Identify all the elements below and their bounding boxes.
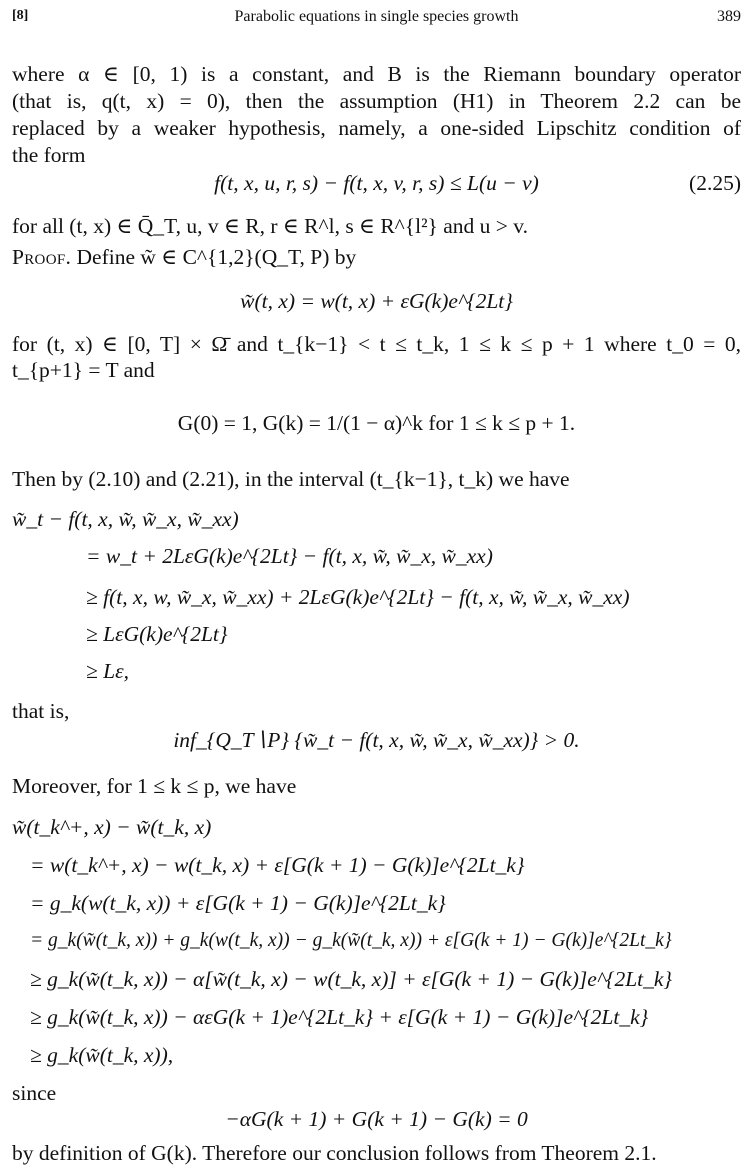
text-line-10: that is, [12,699,70,723]
jump-line-1: w̃(t_k^+, x) − w̃(t_k, x) [12,815,212,839]
derivation-line-4: ≥ LεG(k)e^{2Lt} [86,622,228,646]
derivation-line-2: = w_t + 2LεG(k)e^{2Lt} − f(t, x, w̃, w̃_x, w̃_xx) [86,544,493,568]
jump-line-3: = g_k(w(t_k, x)) + ε[G(k + 1) − G(k)]e^{2Lt_k} [30,891,446,915]
jump-line-5: ≥ g_k(w̃(t_k, x)) − α[w̃(t_k, x) − w(t_k, x)] + ε[G(k + 1) − G(k)]e^{2Lt_k} [30,967,673,991]
running-title: Parabolic equations in single species growth [234,8,519,25]
text-line-12: since [12,1081,57,1105]
text-line-5: for all (t, x) ∈ Q̄_T, u, v ∈ R, r ∈ R^l, s ∈ R^{l²} and u > v. [12,214,528,238]
text-line-7: for (t, x) ∈ [0, T] × Ω̄ and t_{k−1} < t ≤ t_k, 1 ≤ k ≤ p + 1 where t_0 = 0, [12,332,741,356]
text-line-2: (that is, q(t, x) = 0), then the assumption (H1) in Theorem 2.2 can be [12,89,741,113]
text-line-9: Then by (2.10) and (2.21), in the interval (t_{k−1}, t_k) we have [12,467,570,491]
section-number: [8] [12,8,29,23]
derivation-line-1: w̃_t − f(t, x, w̃, w̃_x, w̃_xx) [12,507,239,531]
jump-line-7: ≥ g_k(w̃(t_k, x)), [30,1043,174,1067]
text-line-1: where α ∈ [0, 1) is a constant, and B is the Riemann boundary operator [12,62,741,86]
text-line-8: t_{p+1} = T and [12,358,155,382]
equation-2-25: f(t, x, u, r, s) − f(t, x, v, r, s) ≤ L(u − v) [214,171,539,195]
jump-line-6: ≥ g_k(w̃(t_k, x)) − αεG(k + 1)e^{2Lt_k} + ε[G(k + 1) − G(k)]e^{2Lt_k} [30,1005,649,1029]
equation-definition: w̃(t, x) = w(t, x) + εG(k)e^{2Lt} [240,289,513,313]
derivation-line-3: ≥ f(t, x, w, w̃_x, w̃_xx) + 2LεG(k)e^{2Lt} − f(t, x, w̃, w̃_x, w̃_xx) [86,585,630,609]
equation-G: G(0) = 1, G(k) = 1/(1 − α)^k for 1 ≤ k ≤ p + 1. [177,411,576,435]
proof-text: Define w̃ ∈ C^{1,2}(Q_T, P) by [76,245,357,269]
page-number: 389 [717,8,741,25]
derivation-line-5: ≥ Lε, [86,659,129,683]
equation-since: −αG(k + 1) + G(k + 1) − G(k) = 0 [225,1107,528,1131]
text-line-3: replaced by a weaker hypothesis, namely, a one-sided Lipschitz condition of [12,116,741,140]
proof-label: Proof. [12,245,72,269]
text-line-13: by definition of G(k). Therefore our conclusion follows from Theorem 2.1. [12,1141,657,1165]
proof-line [12,244,356,270]
text-line-11: Moreover, for 1 ≤ k ≤ p, we have [12,774,297,798]
equation-label-2-25: (2.25) [689,171,741,195]
jump-line-4: = g_k(w̃(t_k, x)) + g_k(w(t_k, x)) − g_k(w̃(t_k, x)) + ε[G(k + 1) − G(k)]e^{2Lt_k} [30,930,672,951]
running-header [12,8,741,34]
jump-line-2: = w(t_k^+, x) − w(t_k, x) + ε[G(k + 1) − G(k)]e^{2Lt_k} [30,853,525,877]
text-line-4: the form [12,143,86,167]
equation-inf: inf_{Q_T∖P} {w̃_t − f(t, x, w̃, w̃_x, w̃_xx)} > 0. [173,728,580,752]
